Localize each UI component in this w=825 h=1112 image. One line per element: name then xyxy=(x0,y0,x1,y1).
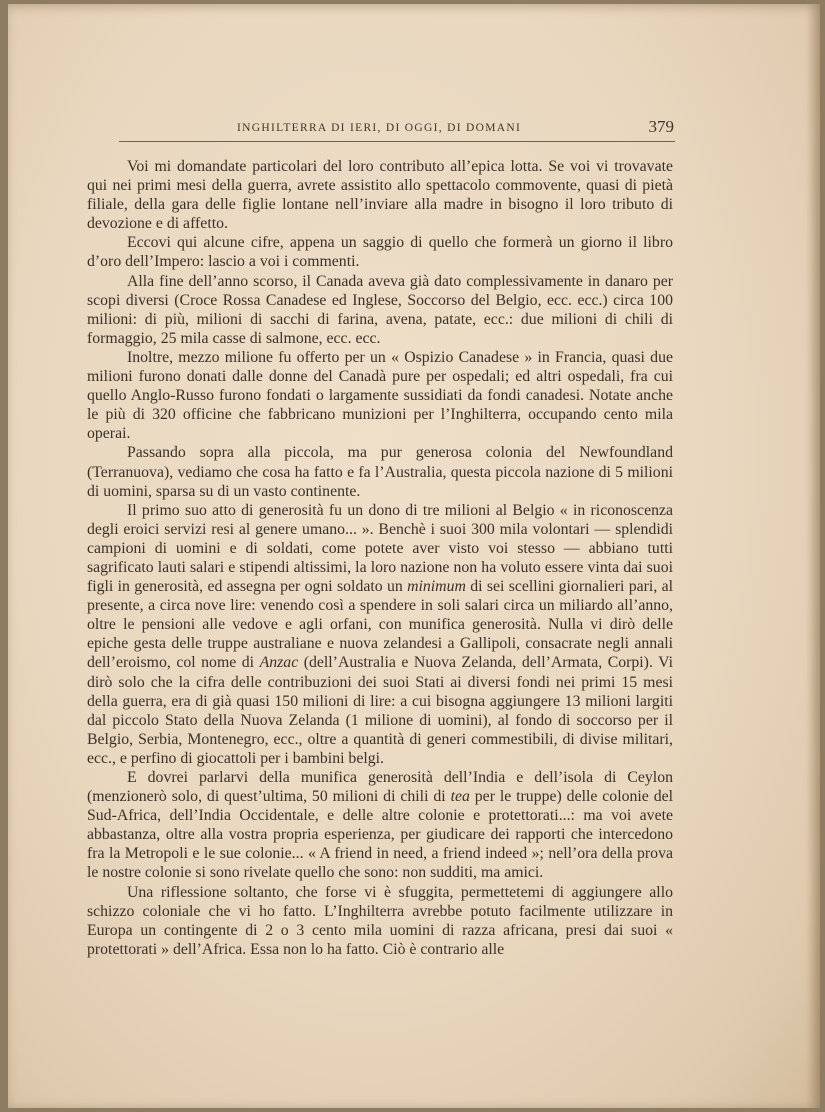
paragraph-text: Passando sopra alla piccola, ma pur generosa colonia del Newfoundland (Terranuova), vediamo che cosa ha fatto e fa l’Australia, questa piccola nazione di 5 milioni di uomini, sparsa su di un vasto continente. xyxy=(87,444,673,500)
paragraph xyxy=(87,233,673,271)
paragraph-text: di sei scellini giornalieri pari, al presente, a circa nove lire: venendo così a spendere in soli salari circa un miliardo all’anno, oltre le pensioni alle vedove e agli orfani, con munifica generosità. Nulla vi dirò delle epiche gesta delle truppe australiane e nuova zelandesi a Gallipoli, consacrate negli annali dell’eroismo, col nome di xyxy=(87,578,673,672)
paragraph-text: E dovrei parlarvi della munifica generosità dell’India e dell’isola di Ceylon (menzionerò solo, di quest’ultima, 50 milioni di chili di xyxy=(87,769,673,806)
paragraph xyxy=(87,348,673,443)
paragraph xyxy=(87,501,673,768)
italic-term: tea xyxy=(450,788,470,806)
paragraph-text: Una riflessione soltanto, che forse vi è sfuggita, permettetemi di aggiungere allo schizzo coloniale che vi ho fatto. L’Inghilterra avrebbe potuto facilmente utilizzare in Europa un contingente di 2 o 3 cento mila uomini di razza africana, presi dai suoi « protettorati » dell’Africa. Essa non lo ha fatto. Ciò è contrario alle xyxy=(87,883,673,958)
running-header xyxy=(119,117,675,142)
paragraph-text: Il primo suo atto di generosità fu un dono di tre milioni al Belgio « in riconoscenza degli eroici servizi resi al genere umano... ». Benchè i suoi 300 mila volontari — splendidi campioni di uomini e di soldati, come potete aver visto voi stesso — abbiano tutti sagrificato lauti salari e stipendi altissimi, la loro nazione non ha voluto essere vinta dai suoi figli in generosità, ed assegna per ogni soldato un xyxy=(87,501,673,596)
paragraph-text: (dell’Australia e Nuova Zelanda, dell’Armata, Corpi). Vi dirò solo che la cifra delle contribuzioni dei suoi Stati ai diversi fondi nei primi 15 mesi della guerra, era di già quasi 150 milioni di lire: a cui bisogna aggiungere 13 milioni largiti dal piccolo Stato della Nuova Zelanda (1 milione di uomini), al fondo di soccorso per il Belgio, Serbia, Montenegro, ecc., oltre a quantità di generi commestibili, di divise militari, ecc., e perfino di giocattoli per i bambini belgi. xyxy=(87,654,673,767)
paragraph xyxy=(87,883,673,959)
italic-term: Anzac xyxy=(259,654,299,672)
book-page xyxy=(8,4,820,1108)
paragraph-text: Alla fine dell’anno scorso, il Canada aveva già dato complessivamente in danaro per scopi diversi (Croce Rossa Canadese ed Inglese, Soccorso del Belgio, ecc. ecc.) circa 100 milioni: di più, milioni di sacchi di farina, avena, patate, ecc.: due milioni di chili di formaggio, 25 mila casse di salmone, ecc. ecc. xyxy=(87,272,673,347)
paragraph xyxy=(87,443,673,500)
page-number: 379 xyxy=(648,117,674,136)
paragraph xyxy=(87,272,673,348)
paragraph-text: Inoltre, mezzo milione fu offerto per un « Ospizio Canadese » in Francia, quasi due milioni furono donati dalle donne del Canadà pure per ospedali; ed altri ospedali, fra cui quello Anglo-Russo furono fondati o largamente sussidiati da fondi canadesi. Notate anche le più di 320 officine che fabbricano munizioni per l’Inghilterra, occupando cento mila operai. xyxy=(87,348,673,443)
paragraph xyxy=(87,768,673,883)
paragraph-text: Eccovi qui alcune cifre, appena un saggio di quello che formerà un giorno il libro d’oro dell’Impero: lascio a voi i commenti. xyxy=(87,234,673,271)
paragraph xyxy=(87,157,673,233)
paragraph-text: per le truppe) delle colonie del Sud-Africa, dell’India Occidentale, e delle altre colonie e protettorati...: ma voi avete abbastanza, oltre alla vostra propria esperienza, per giudicare dei rapporti che intercedono fra la Metropoli e le sue colonie... « A friend in need, a friend indeed »; nell’ora della prova le nostre colonie si sono rivelate quello che sono: non sudditi, ma amici. xyxy=(87,788,673,882)
paragraph-text: Voi mi domandate particolari del loro contributo all’epica lotta. Se voi vi trovavate qui nei primi mesi della guerra, avrete assistito allo spettacolo commovente, quasi di pietà filiale, della gara delle figlie lontane nell’inviare alla madre in bisogno il loro tributo di devozione e di affetto. xyxy=(87,158,673,233)
italic-term: minimum xyxy=(407,578,466,596)
body-text xyxy=(87,157,673,959)
running-title: INGHILTERRA DI IERI, DI OGGI, DI DOMANI xyxy=(237,122,522,134)
